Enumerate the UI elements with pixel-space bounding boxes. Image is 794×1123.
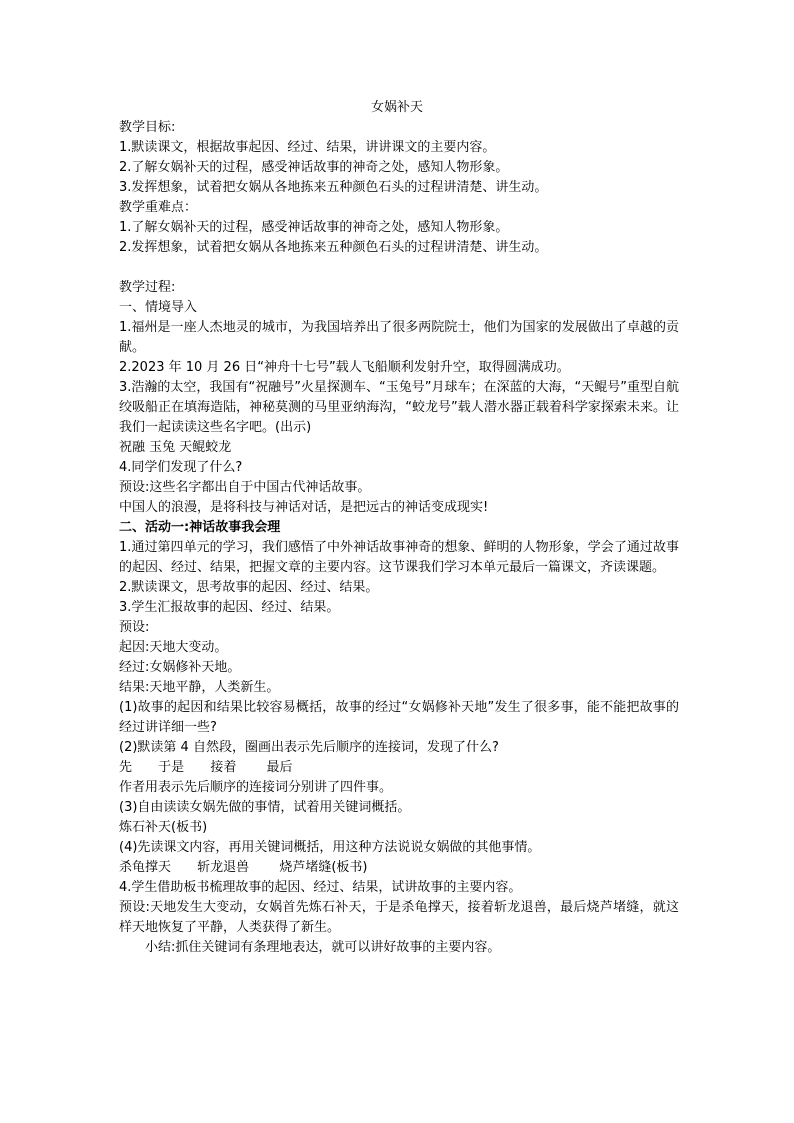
section1-heading: 一、情境导入 xyxy=(119,300,198,315)
keypoint-item-2: 2.发挥想象，试着把女娲从各地拣来五种颜色石头的过程讲清楚、讲生动。 xyxy=(119,240,548,255)
section2-paragraph-2: 2.默读课文，思考故事的起因、经过、结果。 xyxy=(119,580,379,595)
section1-romance: 中国人的浪漫，是将科技与神话对话，是把远古的神话变成现实! xyxy=(119,500,489,515)
section2-question-3: (3)自由读读女娲先做的事情，试着用关键词概括。 xyxy=(119,800,411,815)
keypoints-heading: 教学重难点： xyxy=(119,200,198,215)
section2-paragraph-1: 1.通过第四单元的学习，我们感悟了中外神话故事神奇的想象、鲜明的人物形象，学会了通过故事的起因、经过、结果，把握文章的主要内容。这节课我们学习本单元最后一篇课文，齐读课题。 xyxy=(119,540,679,575)
board-note-1: 炼石补天(板书) xyxy=(119,820,208,835)
section2-question-2: (2)默读第 4 自然段，圈画出表示先后顺序的连接词，发现了什么? xyxy=(119,740,499,755)
section1-question-4: 4.同学们发现了什么? xyxy=(119,460,243,475)
keypoint-item-1: 1.了解女娲补天的过程，感受神话故事的神奇之处，感知人物形象。 xyxy=(119,220,509,235)
section2-process: 经过:女娲修补天地。 xyxy=(119,660,241,675)
connective-word: 于是 xyxy=(158,760,185,775)
section1-names: 祝融 玉兔 天鲲蛟龙 xyxy=(119,440,232,455)
section1-paragraph-3: 3.浩瀚的太空，我国有“祝融号”火星探测车、“玉兔号”月球车；在深蓝的大海，“天鲲号”重型自航绞吸船正在填海造陆，神秘莫测的马里亚纳海沟，“蛟龙号”载人潜水器正载着科学家探索未来。让我们一起读读这些名字吧。(出示) xyxy=(119,380,679,435)
connective-word: 最后 xyxy=(266,760,293,775)
section2-cause: 起因:天地大变动。 xyxy=(119,640,228,655)
goals-heading: 教学目标: xyxy=(119,120,176,135)
section2-result: 结果:天地平静，人类新生。 xyxy=(119,680,280,695)
section2-question-1: (1)故事的起因和结果比较容易概括，故事的经过“女娲修补天地”发生了很多事，能不能把故事的经过讲详细一些? xyxy=(119,700,679,735)
goal-item-3: 3.发挥想象，试着把女娲从各地拣来五种颜色石头的过程讲清楚、讲生动。 xyxy=(119,180,548,195)
board-items-row xyxy=(119,858,679,878)
process-heading: 教学过程: xyxy=(119,280,176,295)
connective-word: 先 xyxy=(119,760,133,775)
spacer xyxy=(119,258,679,278)
section2-heading: 二、活动一:神话故事我会理 xyxy=(119,520,281,535)
section1-preset: 预设:这些名字都出自于中国古代神话故事。 xyxy=(119,480,371,495)
board-item: 杀龟撑天 xyxy=(119,860,172,875)
section2-paragraph-3: 3.学生汇报故事的起因、经过、结果。 xyxy=(119,600,340,615)
section2-question-4: (4)先读课文内容，再用关键词概括，用这种方法说说女娲做的其他事情。 xyxy=(119,840,541,855)
section2-summary: 小结:抓住关键词有条理地表达，就可以讲好故事的主要内容。 xyxy=(145,940,501,955)
section1-paragraph-1: 1.福州是一座人杰地灵的城市，为我国培养出了很多两院院士，他们为国家的发展做出了卓越的贡献。 xyxy=(119,320,679,355)
goal-item-1: 1.默读课文，根据故事起因、经过、结果，讲讲课文的主要内容。 xyxy=(119,140,496,155)
board-item: 烧芦堵缝(板书) xyxy=(279,860,368,875)
goal-item-2: 2.了解女娲补天的过程，感受神话故事的神奇之处，感知人物形象。 xyxy=(119,160,509,175)
document-title: 女娲补天 xyxy=(370,100,423,115)
connective-word: 接着 xyxy=(210,760,237,775)
connectives-row xyxy=(119,758,679,778)
section2-paragraph-4: 4.学生借助板书梳理故事的起因、经过、结果，试讲故事的主要内容。 xyxy=(119,880,522,895)
board-item: 斩龙退兽 xyxy=(197,860,250,875)
section2-preset-2: 预设:天地发生大变动，女娲首先炼石补天，于是杀龟撑天，接着斩龙退兽，最后烧芦堵缝，就这样天地恢复了平静，人类获得了新生。 xyxy=(119,900,679,935)
document-body xyxy=(119,118,679,958)
section1-paragraph-2: 2.2023 年 10 月 26 日“神舟十七号”载人飞船顺利发射升空，取得圆满成功。 xyxy=(119,360,570,375)
section2-preset-label: 预设: xyxy=(119,620,150,635)
section2-author: 作者用表示先后顺序的连接词分别讲了四件事。 xyxy=(119,780,393,795)
